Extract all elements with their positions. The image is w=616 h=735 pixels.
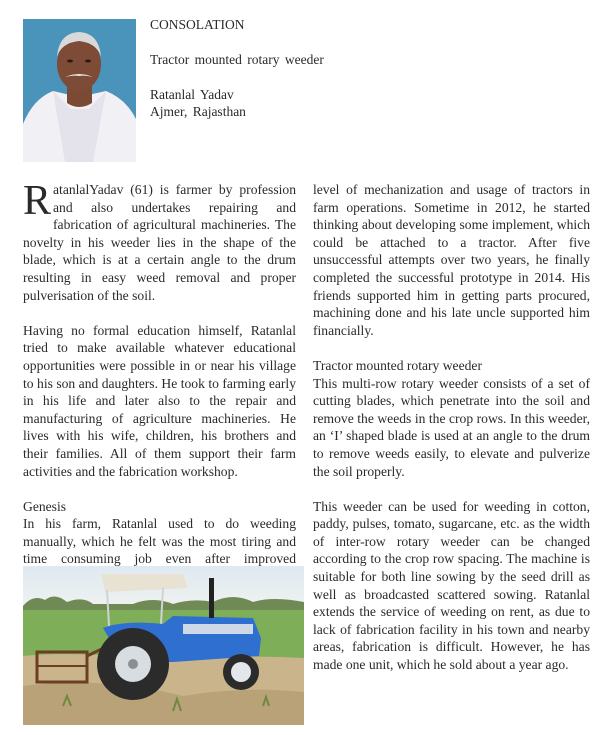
award-category: CONSOLATION xyxy=(150,17,245,32)
intro-paragraph xyxy=(23,178,296,304)
article-column-right xyxy=(313,181,590,674)
genesis-paragraph-part1: In his farm, Ratanlal used to do weeding manually, which he felt was the most tiring and time consuming job even after improved xyxy=(23,516,296,567)
drop-cap: R xyxy=(23,178,52,224)
innovation-header xyxy=(150,16,324,120)
tractor-image xyxy=(23,566,304,725)
innovation-title: Tractor mounted rotary weeder xyxy=(150,52,324,67)
article-column-left xyxy=(23,178,296,568)
weeder-description-paragraph: This multi-row rotary weeder consists of a set of cutting blades, which penetrate into the soil and remove the weeds in the crop rows. In this weeder, an ‘I’ shaped blade is used at an angle to the drum to remove weeds easily, to elevate and pulverize the soil properly. xyxy=(313,375,590,479)
tractor-weeder-photo xyxy=(23,566,304,725)
weeder-heading: Tractor mounted rotary weeder xyxy=(313,357,482,373)
intro-text: atanlalYadav (61) is farmer by profession and also undertakes repairing and fabrication of agricultural machineries. The novelty in his weeder lies in the shape of the blade, which is at a certain angle to the drum resulting in easy weed removal and proper pulverisation of the soil. xyxy=(23,182,296,303)
genesis-paragraph-part2: level of mechanization and usage of tractors in farm operations. Sometime in 2012, he started thinking about developing some implement, which could be attached to a tractor. After five unsuccessful attempts over two years, he finally completed the successful prototype in 2014. His friends supported him in getting parts procured, machining done and his late uncle supported him financially. xyxy=(313,182,590,338)
genesis-heading: Genesis xyxy=(23,498,67,514)
portrait-image xyxy=(23,19,136,162)
innovator-portrait-photo xyxy=(23,19,136,162)
innovator-location: Ajmer, Rajasthan xyxy=(150,104,246,119)
background-paragraph: Having no formal education himself, Ratanlal tried to make available whatever educational opportunities were possible in or near his village to his son and daughters. He took to farming early in his life and later also to the repair and manufacturing of agriculture machineries. He lives with his wife, children, his brothers and their families. All of them support their farm activities and the fabrication workshop. xyxy=(23,322,296,479)
usage-paragraph: This weeder can be used for weeding in cotton, paddy, pulses, tomato, sugarcane, etc. as the width of inter-row rotary weeder can be changed according to the crop row spacing. The machine is suitable for both line sowing by the seed drill as well as broadcasted scattered sowing. Ratanlal extends the service of weeding on rent, as due to lack of fabrication facility in his town and nearby areas, fabrication is difficult. However, he has made one unit, which he sold about a year ago. xyxy=(313,498,590,673)
innovator-name: Ratanlal Yadav xyxy=(150,87,234,102)
